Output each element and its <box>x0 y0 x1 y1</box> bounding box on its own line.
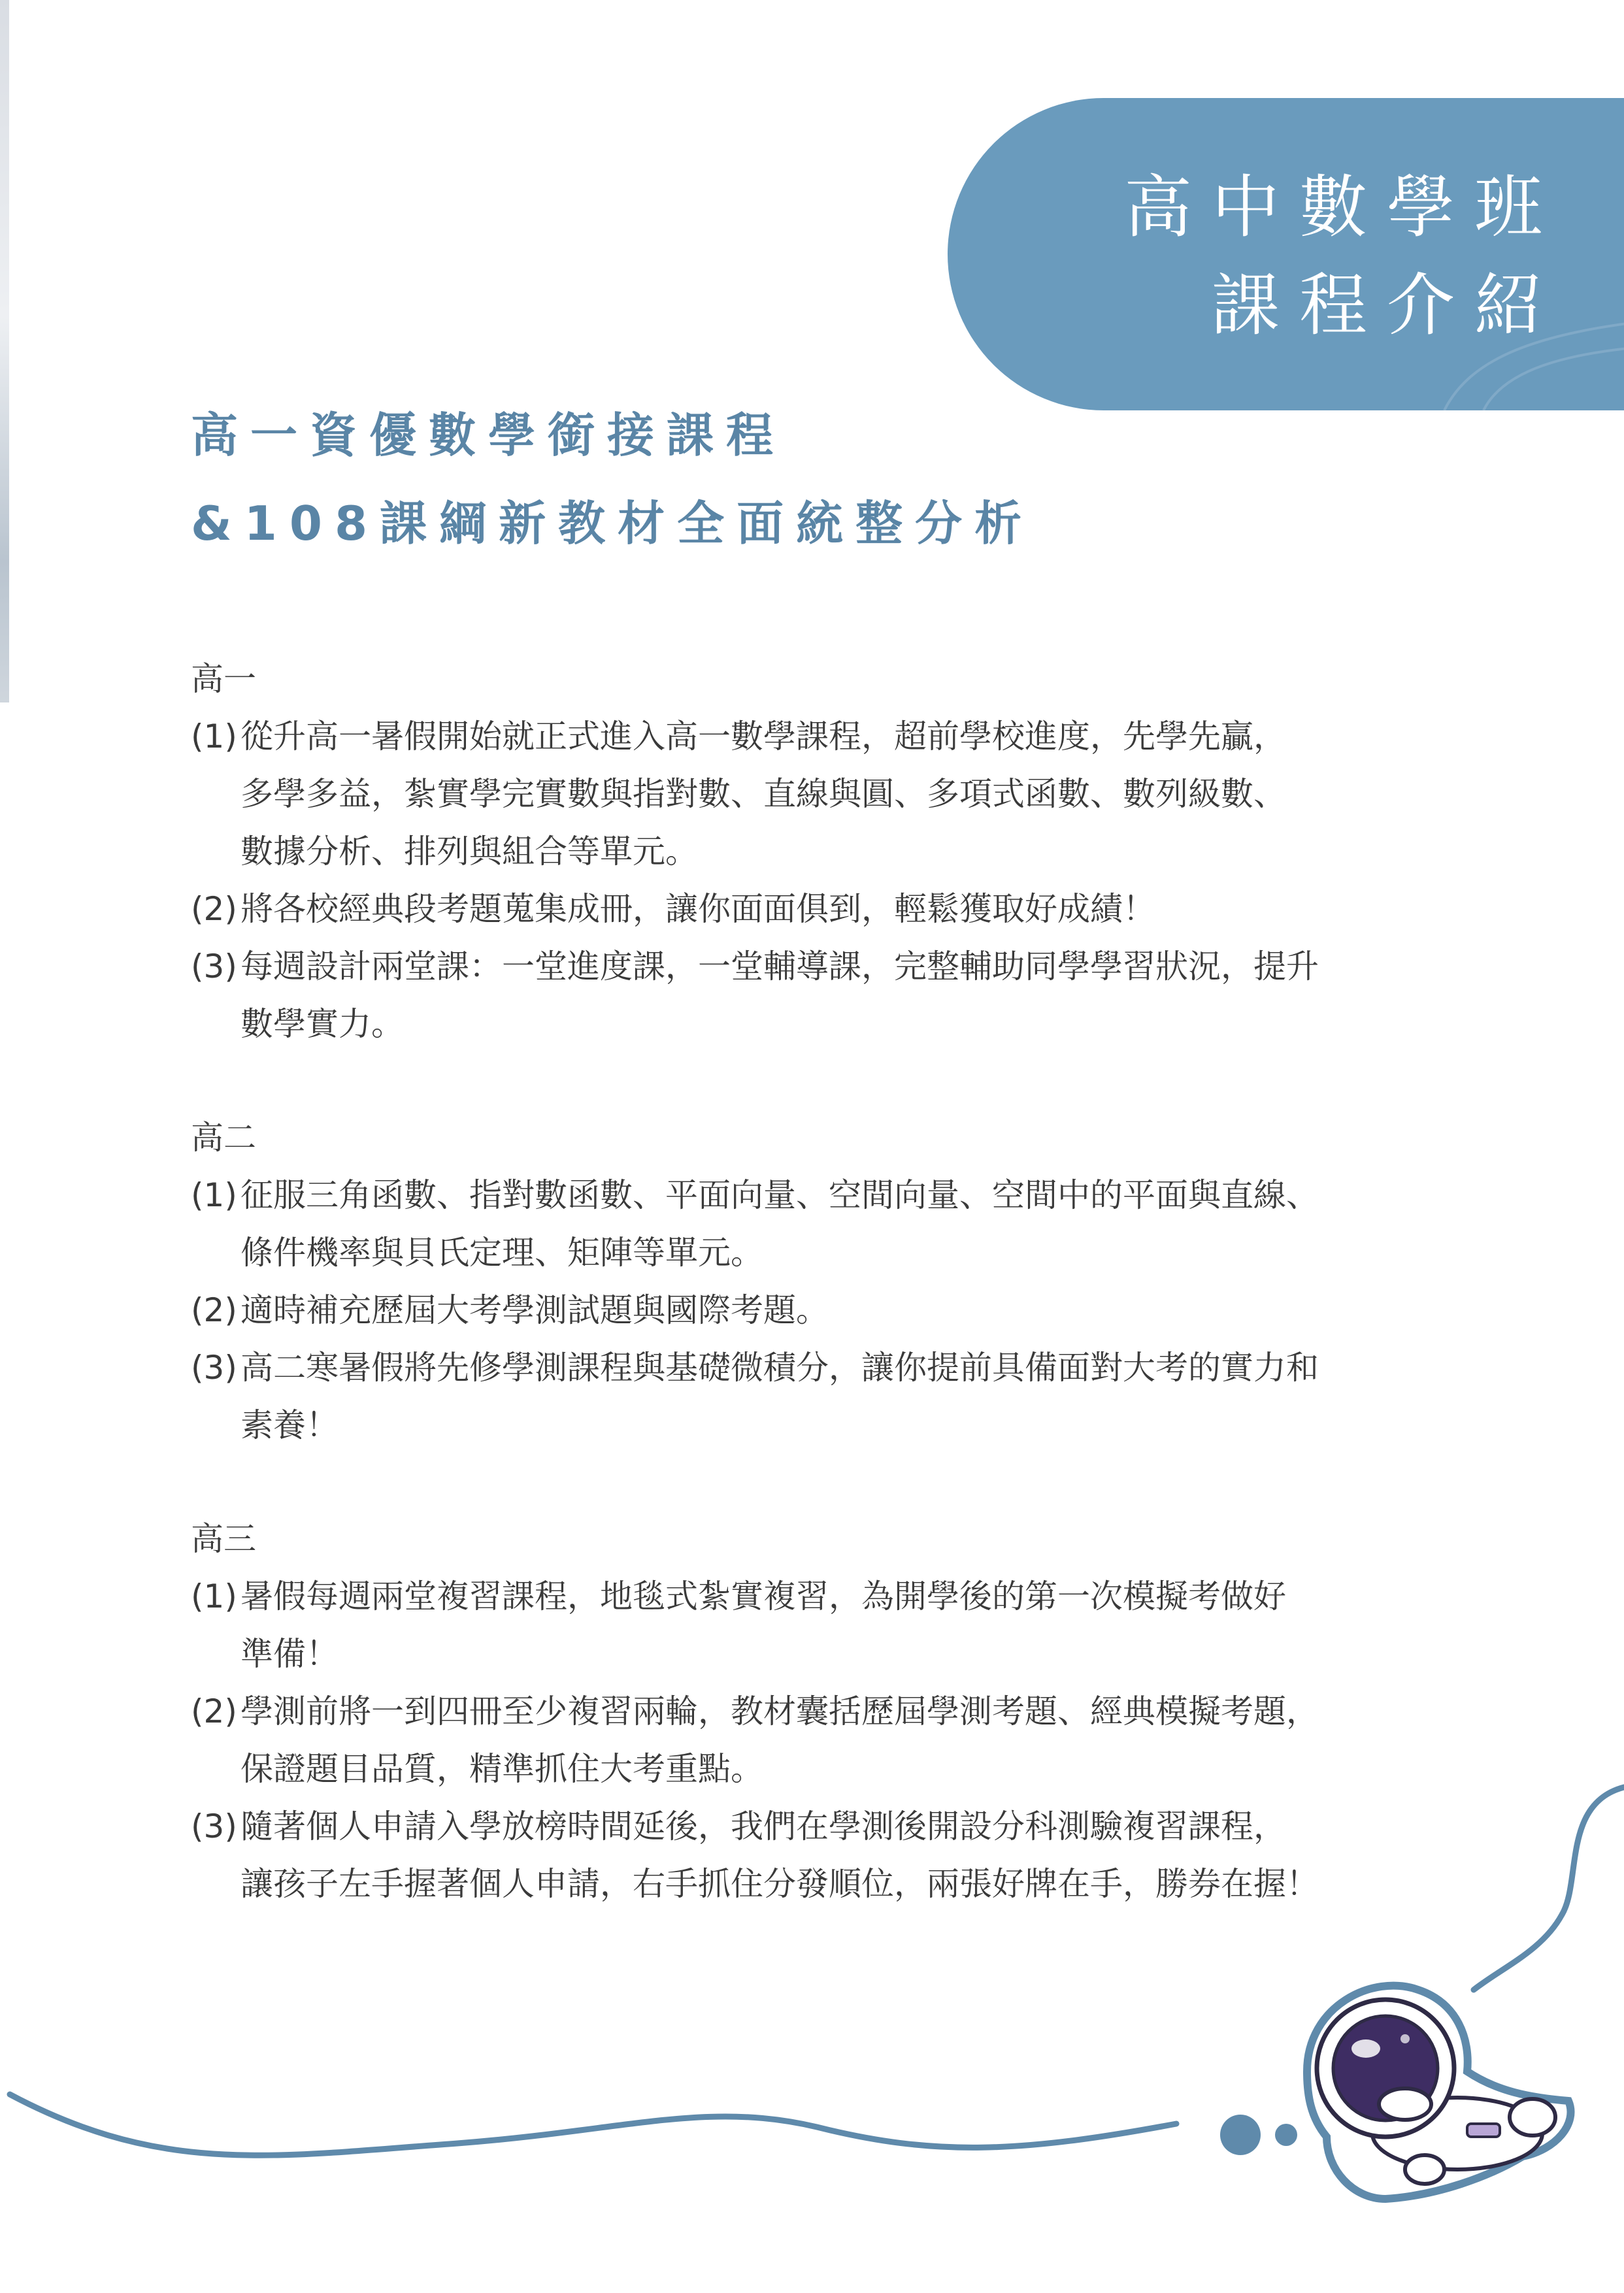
item-line: 適時補充歷屆大考學測試題與國際考題。 <box>240 1291 829 1329</box>
item-number: (3) <box>191 948 237 985</box>
item-number: (1) <box>191 718 237 755</box>
item-line: 數學實力。 <box>240 1005 404 1043</box>
item-line: 多學多益，紮實學完實數與指對數、直線與圓、多項式函數、數列級數、 <box>240 775 1286 813</box>
section-heading: 高二 <box>191 1119 256 1157</box>
item-line: 準備！ <box>240 1635 339 1673</box>
course-subtitle-line1: 高一資優數學銜接課程 <box>191 408 786 463</box>
item-line: 將各校經典段考題蒐集成冊，讓你面面俱到，輕鬆獲取好成績！ <box>240 890 1155 928</box>
item-line: 素養！ <box>240 1406 339 1444</box>
item-line: 高二寒暑假將先修學測課程與基礎微積分，讓你提前具備面對大考的實力和 <box>240 1349 1319 1387</box>
course-subtitle-line2: &108課綱新教材全面統整分析 <box>191 496 1035 551</box>
item-number: (2) <box>191 1291 237 1329</box>
bottom-wave-line <box>10 2094 1176 2155</box>
item-number: (1) <box>191 1176 237 1214</box>
item-line: 數據分析、排列與組合等單元。 <box>240 833 698 870</box>
item-line: 從升高一暑假開始就正式進入高一數學課程，超前學校進度，先學先贏， <box>240 718 1286 755</box>
item-line: 保證題目品質，精準抓住大考重點。 <box>240 1750 763 1788</box>
item-line: 學測前將一到四冊至少複習兩輪，教材囊括歷屆學測考題、經典模擬考題， <box>240 1692 1319 1730</box>
item-line: 暑假每週兩堂複習課程，地毯式紮實複習，為開學後的第一次模擬考做好 <box>240 1577 1286 1615</box>
item-number: (2) <box>191 890 237 928</box>
section-heading: 高一 <box>191 660 256 698</box>
item-line: 條件機率與貝氏定理、矩陣等單元。 <box>240 1234 763 1272</box>
item-number: (3) <box>191 1349 237 1387</box>
dot-large <box>1220 2115 1261 2155</box>
item-number: (2) <box>191 1692 237 1730</box>
item-line: 讓孩子左手握著個人申請，右手抓住分發順位，兩張好牌在手，勝券在握！ <box>240 1865 1319 1903</box>
item-line: 征服三角函數、指對數函數、平面向量、空間向量、空間中的平面與直線、 <box>240 1176 1319 1214</box>
item-number: (3) <box>191 1807 237 1845</box>
banner-title-line2: 課程介紹 <box>1211 265 1562 345</box>
item-line: 隨著個人申請入學放榜時間延後，我們在學測後開設分科測驗複習課程， <box>240 1807 1286 1845</box>
item-line: 每週設計兩堂課：一堂進度課，一堂輔導課，完整輔助同學學習狀況，提升 <box>240 948 1319 985</box>
astronaut-icon <box>1307 1986 1571 2199</box>
banner-title-line1: 高中數學班 <box>1123 167 1562 247</box>
item-number: (1) <box>191 1577 237 1615</box>
section-heading: 高三 <box>191 1520 256 1558</box>
dot-small <box>1275 2124 1297 2146</box>
right-wave-line <box>1474 1787 1624 1990</box>
